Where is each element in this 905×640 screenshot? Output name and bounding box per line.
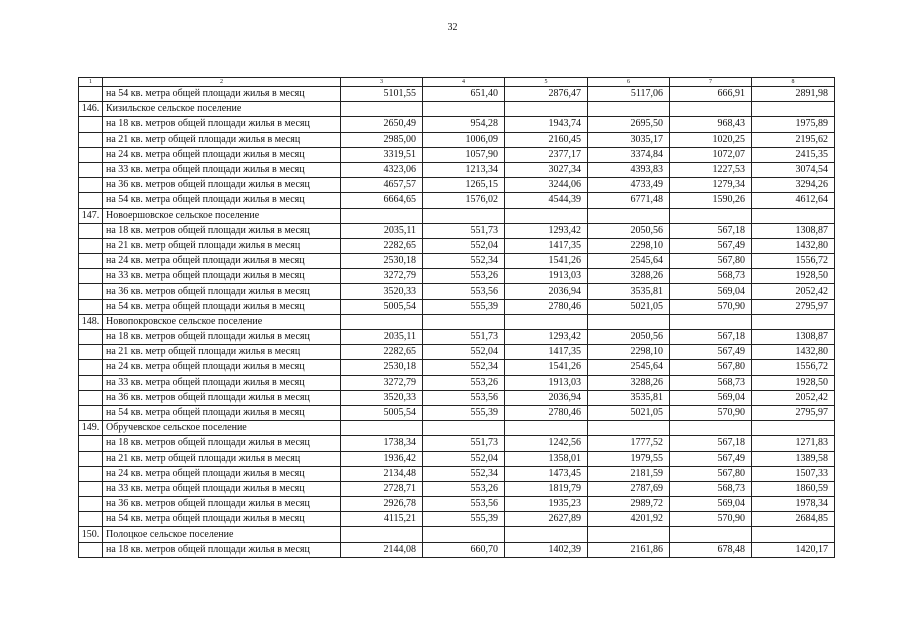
value-cell: 567,18 [670, 436, 752, 451]
description-cell: на 54 кв. метра общей площади жилья в месяц [103, 193, 341, 208]
value-cell: 551,73 [423, 436, 505, 451]
value-cell: 1928,50 [752, 375, 835, 390]
value-cell: 553,26 [423, 481, 505, 496]
value-cell: 4323,06 [341, 162, 423, 177]
row-number-cell [79, 330, 103, 345]
value-cell: 4657,57 [341, 178, 423, 193]
value-cell: 4612,64 [752, 193, 835, 208]
value-cell [670, 421, 752, 436]
value-cell: 2298,10 [588, 238, 670, 253]
column-number-cell: 5 [505, 78, 588, 87]
row-number-cell [79, 497, 103, 512]
table-row [79, 238, 835, 253]
description-cell: на 24 кв. метра общей площади жилья в месяц [103, 360, 341, 375]
value-cell: 1402,39 [505, 542, 588, 557]
row-number-cell [79, 436, 103, 451]
value-cell: 1279,34 [670, 178, 752, 193]
row-number-cell [79, 542, 103, 557]
description-cell: на 18 кв. метров общей площади жилья в месяц [103, 117, 341, 132]
value-cell: 1975,89 [752, 117, 835, 132]
value-cell [341, 421, 423, 436]
value-cell: 2545,64 [588, 254, 670, 269]
settlement-name-cell: Новоершовское сельское поселение [103, 208, 341, 223]
value-cell: 2181,59 [588, 466, 670, 481]
table-row [79, 330, 835, 345]
value-cell [670, 208, 752, 223]
row-number-cell [79, 360, 103, 375]
value-cell [588, 208, 670, 223]
table-row [79, 451, 835, 466]
column-number-cell: 8 [752, 78, 835, 87]
row-number-cell [79, 269, 103, 284]
value-cell: 552,34 [423, 254, 505, 269]
value-cell: 568,73 [670, 481, 752, 496]
value-cell: 553,56 [423, 284, 505, 299]
value-cell: 5021,05 [588, 299, 670, 314]
value-cell: 2036,94 [505, 390, 588, 405]
row-number-cell [79, 87, 103, 102]
value-cell [588, 421, 670, 436]
value-cell: 2161,86 [588, 542, 670, 557]
description-cell: на 36 кв. метров общей площади жилья в месяц [103, 284, 341, 299]
value-cell: 2050,56 [588, 330, 670, 345]
description-cell: на 24 кв. метра общей площади жилья в месяц [103, 466, 341, 481]
value-cell: 567,49 [670, 238, 752, 253]
table-row [79, 542, 835, 557]
table-row [79, 466, 835, 481]
value-cell: 1590,26 [670, 193, 752, 208]
value-cell: 3374,84 [588, 147, 670, 162]
value-cell: 569,04 [670, 497, 752, 512]
value-cell: 2989,72 [588, 497, 670, 512]
column-number-cell: 6 [588, 78, 670, 87]
description-cell: на 24 кв. метра общей площади жилья в месяц [103, 254, 341, 269]
description-cell: на 24 кв. метра общей площади жилья в месяц [103, 147, 341, 162]
value-cell: 568,73 [670, 375, 752, 390]
value-cell: 2134,48 [341, 466, 423, 481]
value-cell: 1978,34 [752, 497, 835, 512]
value-cell: 1271,83 [752, 436, 835, 451]
value-cell: 3520,33 [341, 284, 423, 299]
row-number-cell [79, 132, 103, 147]
settlement-name-cell: Кизильское сельское поселение [103, 102, 341, 117]
value-cell: 4115,21 [341, 512, 423, 527]
value-cell: 2050,56 [588, 223, 670, 238]
value-cell: 1417,35 [505, 345, 588, 360]
value-cell: 678,48 [670, 542, 752, 557]
description-cell: на 18 кв. метров общей площади жилья в месяц [103, 223, 341, 238]
column-number-cell: 4 [423, 78, 505, 87]
value-cell: 3027,34 [505, 162, 588, 177]
value-cell [670, 527, 752, 542]
value-cell: 3319,51 [341, 147, 423, 162]
value-cell: 1556,72 [752, 360, 835, 375]
description-cell: на 21 кв. метр общей площади жилья в месяц [103, 132, 341, 147]
value-cell [505, 102, 588, 117]
value-cell: 2728,71 [341, 481, 423, 496]
value-cell: 1308,87 [752, 223, 835, 238]
description-cell: на 33 кв. метра общей площади жилья в месяц [103, 375, 341, 390]
value-cell: 4733,49 [588, 178, 670, 193]
value-cell: 3244,06 [505, 178, 588, 193]
value-cell [588, 527, 670, 542]
value-cell: 5101,55 [341, 87, 423, 102]
value-cell: 2876,47 [505, 87, 588, 102]
value-cell: 2282,65 [341, 238, 423, 253]
table-row [79, 162, 835, 177]
value-cell: 5005,54 [341, 405, 423, 420]
value-cell [423, 527, 505, 542]
row-number-cell [79, 162, 103, 177]
page-number: 32 [447, 22, 458, 33]
row-number-cell [79, 451, 103, 466]
value-cell [423, 421, 505, 436]
column-number-cell: 1 [79, 78, 103, 87]
value-cell: 2627,89 [505, 512, 588, 527]
value-cell: 2780,46 [505, 299, 588, 314]
settlement-row [79, 421, 835, 436]
value-cell: 1943,74 [505, 117, 588, 132]
description-cell: на 18 кв. метров общей площади жилья в месяц [103, 330, 341, 345]
value-cell: 2695,50 [588, 117, 670, 132]
value-cell: 570,90 [670, 405, 752, 420]
value-cell: 3288,26 [588, 375, 670, 390]
settlement-name-cell: Новопокровское сельское поселение [103, 314, 341, 329]
settlement-row [79, 527, 835, 542]
row-number-cell [79, 375, 103, 390]
value-cell: 552,34 [423, 466, 505, 481]
value-cell [341, 527, 423, 542]
table-row [79, 512, 835, 527]
value-cell: 553,26 [423, 269, 505, 284]
value-cell: 660,70 [423, 542, 505, 557]
value-cell: 2035,11 [341, 330, 423, 345]
value-cell: 2780,46 [505, 405, 588, 420]
value-cell [505, 314, 588, 329]
value-cell: 2650,49 [341, 117, 423, 132]
value-cell: 552,04 [423, 345, 505, 360]
settlement-row [79, 208, 835, 223]
value-cell: 1006,09 [423, 132, 505, 147]
table-row [79, 375, 835, 390]
value-cell: 1227,53 [670, 162, 752, 177]
value-cell [505, 421, 588, 436]
value-cell: 3520,33 [341, 390, 423, 405]
value-cell: 1576,02 [423, 193, 505, 208]
value-cell: 553,56 [423, 497, 505, 512]
row-number-cell: 149. [79, 421, 103, 436]
value-cell: 1420,17 [752, 542, 835, 557]
row-number-cell [79, 466, 103, 481]
value-cell: 552,04 [423, 238, 505, 253]
value-cell [588, 102, 670, 117]
value-cell: 2377,17 [505, 147, 588, 162]
value-cell: 2530,18 [341, 360, 423, 375]
table-row [79, 497, 835, 512]
value-cell: 567,18 [670, 330, 752, 345]
table-row [79, 405, 835, 420]
value-cell: 567,49 [670, 345, 752, 360]
value-cell: 2926,78 [341, 497, 423, 512]
value-cell: 555,39 [423, 405, 505, 420]
value-cell: 1473,45 [505, 466, 588, 481]
value-cell: 3294,26 [752, 178, 835, 193]
value-cell [423, 102, 505, 117]
value-cell: 1417,35 [505, 238, 588, 253]
value-cell [752, 421, 835, 436]
value-cell: 2545,64 [588, 360, 670, 375]
row-number-cell [79, 390, 103, 405]
table-row [79, 254, 835, 269]
table-row [79, 269, 835, 284]
value-cell: 568,73 [670, 269, 752, 284]
value-cell: 3272,79 [341, 375, 423, 390]
value-cell: 3535,81 [588, 284, 670, 299]
value-cell: 2530,18 [341, 254, 423, 269]
value-cell: 1913,03 [505, 375, 588, 390]
value-cell [505, 208, 588, 223]
value-cell: 553,26 [423, 375, 505, 390]
value-cell: 1308,87 [752, 330, 835, 345]
settlement-name-cell: Обручевское сельское поселение [103, 421, 341, 436]
value-cell: 569,04 [670, 390, 752, 405]
column-number-cell: 7 [670, 78, 752, 87]
settlement-row [79, 102, 835, 117]
value-cell: 567,49 [670, 451, 752, 466]
value-cell: 1541,26 [505, 254, 588, 269]
value-cell: 569,04 [670, 284, 752, 299]
value-cell: 3035,17 [588, 132, 670, 147]
settlement-row [79, 314, 835, 329]
value-cell: 2035,11 [341, 223, 423, 238]
description-cell: на 33 кв. метра общей площади жилья в месяц [103, 162, 341, 177]
value-cell: 1507,33 [752, 466, 835, 481]
value-cell: 1242,56 [505, 436, 588, 451]
value-cell: 1819,79 [505, 481, 588, 496]
value-cell [752, 208, 835, 223]
value-cell: 567,18 [670, 223, 752, 238]
description-cell: на 33 кв. метра общей площади жилья в месяц [103, 269, 341, 284]
value-cell: 1020,25 [670, 132, 752, 147]
row-number-cell [79, 117, 103, 132]
value-cell [752, 527, 835, 542]
row-number-cell [79, 345, 103, 360]
description-cell: на 54 кв. метра общей площади жилья в месяц [103, 299, 341, 314]
row-number-cell [79, 299, 103, 314]
value-cell: 2282,65 [341, 345, 423, 360]
description-cell: на 36 кв. метров общей площади жилья в месяц [103, 390, 341, 405]
value-cell: 555,39 [423, 512, 505, 527]
description-cell: на 18 кв. метров общей площади жилья в месяц [103, 436, 341, 451]
value-cell: 1556,72 [752, 254, 835, 269]
row-number-cell [79, 178, 103, 193]
value-cell: 551,73 [423, 330, 505, 345]
value-cell: 2160,45 [505, 132, 588, 147]
value-cell: 954,28 [423, 117, 505, 132]
value-cell: 570,90 [670, 299, 752, 314]
row-number-cell: 150. [79, 527, 103, 542]
value-cell: 651,40 [423, 87, 505, 102]
table-row [79, 223, 835, 238]
description-cell: на 21 кв. метр общей площади жилья в месяц [103, 345, 341, 360]
description-cell: на 21 кв. метр общей площади жилья в месяц [103, 451, 341, 466]
value-cell: 1389,58 [752, 451, 835, 466]
value-cell: 1928,50 [752, 269, 835, 284]
settlement-name-cell: Полоцкое сельское поселение [103, 527, 341, 542]
description-cell: на 54 кв. метра общей площади жилья в месяц [103, 405, 341, 420]
value-cell [670, 314, 752, 329]
description-cell: на 54 кв. метра общей площади жилья в месяц [103, 87, 341, 102]
value-cell: 1072,07 [670, 147, 752, 162]
value-cell: 6771,48 [588, 193, 670, 208]
value-cell: 2684,85 [752, 512, 835, 527]
value-cell: 570,90 [670, 512, 752, 527]
description-cell: на 36 кв. метров общей площади жилья в месяц [103, 178, 341, 193]
row-number-cell: 148. [79, 314, 103, 329]
value-cell: 1265,15 [423, 178, 505, 193]
row-number-cell: 146. [79, 102, 103, 117]
value-cell [423, 314, 505, 329]
row-number-cell [79, 147, 103, 162]
value-cell: 6664,65 [341, 193, 423, 208]
description-cell: на 36 кв. метров общей площади жилья в месяц [103, 497, 341, 512]
value-cell [588, 314, 670, 329]
row-number-cell [79, 481, 103, 496]
value-cell: 1777,52 [588, 436, 670, 451]
value-cell: 567,80 [670, 360, 752, 375]
description-cell: на 54 кв. метра общей площади жилья в месяц [103, 512, 341, 527]
description-cell: на 21 кв. метр общей площади жилья в месяц [103, 238, 341, 253]
value-cell: 1358,01 [505, 451, 588, 466]
value-cell: 2415,35 [752, 147, 835, 162]
value-cell: 2052,42 [752, 390, 835, 405]
value-cell: 567,80 [670, 254, 752, 269]
table-row [79, 132, 835, 147]
value-cell: 5005,54 [341, 299, 423, 314]
value-cell: 1293,42 [505, 330, 588, 345]
value-cell: 1293,42 [505, 223, 588, 238]
value-cell: 552,34 [423, 360, 505, 375]
value-cell: 1432,80 [752, 345, 835, 360]
value-cell: 2795,97 [752, 299, 835, 314]
value-cell: 553,56 [423, 390, 505, 405]
table-row [79, 87, 835, 102]
value-cell: 567,80 [670, 466, 752, 481]
value-cell: 4393,83 [588, 162, 670, 177]
row-number-cell [79, 512, 103, 527]
value-cell: 1541,26 [505, 360, 588, 375]
table-row [79, 284, 835, 299]
description-cell: на 33 кв. метра общей площади жилья в месяц [103, 481, 341, 496]
row-number-cell [79, 405, 103, 420]
value-cell [752, 102, 835, 117]
table-row [79, 147, 835, 162]
value-cell: 666,91 [670, 87, 752, 102]
value-cell: 3074,54 [752, 162, 835, 177]
row-number-cell [79, 223, 103, 238]
table-row [79, 117, 835, 132]
row-number-cell: 147. [79, 208, 103, 223]
value-cell: 1935,23 [505, 497, 588, 512]
value-cell: 2298,10 [588, 345, 670, 360]
value-cell [423, 208, 505, 223]
value-cell [752, 314, 835, 329]
column-number-cell: 2 [103, 78, 341, 87]
value-cell [505, 527, 588, 542]
value-cell: 555,39 [423, 299, 505, 314]
column-number-header-row [79, 78, 835, 87]
value-cell: 2795,97 [752, 405, 835, 420]
value-cell: 2195,62 [752, 132, 835, 147]
value-cell: 2036,94 [505, 284, 588, 299]
table-row [79, 345, 835, 360]
value-cell: 1057,90 [423, 147, 505, 162]
value-cell: 1979,55 [588, 451, 670, 466]
value-cell: 1213,34 [423, 162, 505, 177]
value-cell: 1432,80 [752, 238, 835, 253]
value-cell [670, 102, 752, 117]
value-cell: 4201,92 [588, 512, 670, 527]
table-row [79, 193, 835, 208]
tariff-table [78, 77, 835, 558]
table-row [79, 436, 835, 451]
value-cell: 3272,79 [341, 269, 423, 284]
value-cell: 1738,34 [341, 436, 423, 451]
value-cell: 1860,59 [752, 481, 835, 496]
value-cell [341, 314, 423, 329]
value-cell: 1936,42 [341, 451, 423, 466]
table-row [79, 390, 835, 405]
value-cell: 968,43 [670, 117, 752, 132]
row-number-cell [79, 193, 103, 208]
value-cell: 2144,08 [341, 542, 423, 557]
table-row [79, 481, 835, 496]
description-cell: на 18 кв. метров общей площади жилья в месяц [103, 542, 341, 557]
row-number-cell [79, 238, 103, 253]
value-cell: 3535,81 [588, 390, 670, 405]
value-cell: 1913,03 [505, 269, 588, 284]
value-cell: 2052,42 [752, 284, 835, 299]
column-number-cell: 3 [341, 78, 423, 87]
value-cell: 3288,26 [588, 269, 670, 284]
value-cell [341, 102, 423, 117]
value-cell: 2985,00 [341, 132, 423, 147]
value-cell: 5021,05 [588, 405, 670, 420]
value-cell: 551,73 [423, 223, 505, 238]
table-row [79, 178, 835, 193]
value-cell: 4544,39 [505, 193, 588, 208]
row-number-cell [79, 284, 103, 299]
value-cell: 552,04 [423, 451, 505, 466]
value-cell [341, 208, 423, 223]
value-cell: 5117,06 [588, 87, 670, 102]
value-cell: 2891,98 [752, 87, 835, 102]
table-row [79, 299, 835, 314]
row-number-cell [79, 254, 103, 269]
value-cell: 2787,69 [588, 481, 670, 496]
table-row [79, 360, 835, 375]
